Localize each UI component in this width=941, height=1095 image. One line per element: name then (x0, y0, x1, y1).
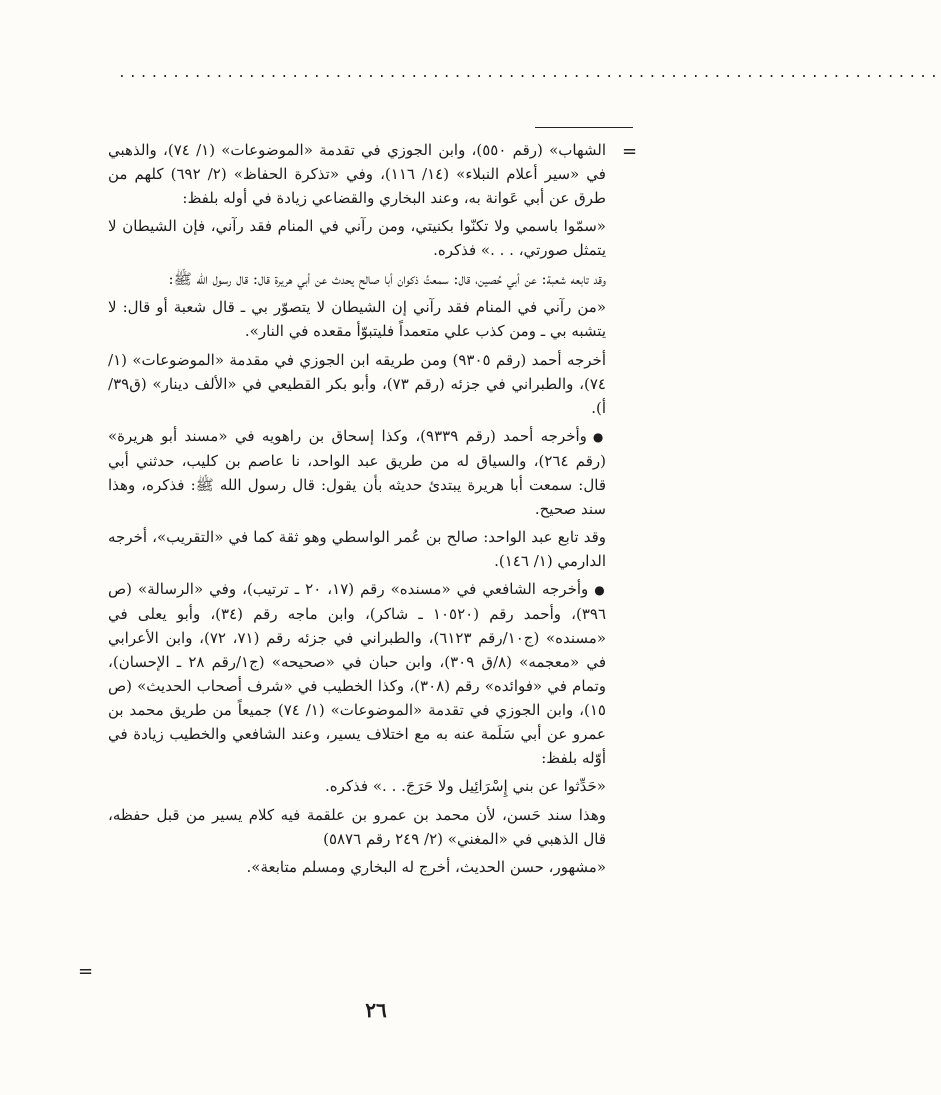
header-dotted-rule: ............................................................................ (118, 66, 941, 81)
footnote-paragraph: وقد تابعه شعبة: عن أبي حُصين، قال: سمعتُ ذكوان أبا صالح يحدث عن أبي هريرة قال: قال رسول الله ﷺ: (168, 270, 606, 288)
page-number: ٢٦ (365, 998, 387, 1022)
footnote-paragraph: وهذا سند حَسن، لأن محمد بن عمرو بن علقمة فيه كلام يسير من قبل حفظه، قال الذهبي في «المغني» (٢/ ٢٤٩ رقم ٥٨٧٦) (108, 806, 606, 848)
hadith-quote: «حَدِّثوا عن بني إِسْرَائِيل ولا حَرَجَ. . .» فذكره. (325, 777, 606, 795)
footnote-separator-rule (535, 127, 633, 128)
footnote-paragraph: وقد تابع عبد الواحد: صالح بن عُمر الواسطي وهو ثقة كما في «التقريب»، أخرجه الدارمي (١/ ١٤٦). (108, 528, 606, 570)
footnote-text-block (108, 138, 606, 884)
footnote-bullet-paragraph: ● وأخرجه أحمد (رقم ٩٣٣٩)، وكذا إسحاق بن راهويه في «مسند أبو هريرة» (رقم ٢٦٤)، والسياق له من طريق عبد الواحد، نا عاصم بن كليب، حدثني أبي قال: سمعت أبا هريرة يبتدئ حديثه بأن يقول: قال رسول الله ﷺ: فذكره، وهذا سند صحيح. (108, 424, 606, 521)
footnote-bullet-paragraph: ● وأخرجه الشافعي في «مسنده» رقم (١٧، ٢٠ ـ ترتيب)، وفي «الرسالة» (ص ٣٩٦)، وأحمد رقم (١٠٥٢٠ ـ شاكر)، وابن ماجه رقم (٣٤)، وأبو يعلى في «مسنده» (ج١٠/رقم ٦١٢٣)، والطبراني في جزئه رقم (٧١، ٧٢)، وابن الأعرابي في «معجمه» (٨/ق ٣٠٩)، وابن حبان في «صحيحه» (ج١/رقم ٢٨ ـ الإحسان)، وتمام في «فوائده» رقم (٣٠٨)، وكذا الخطيب في «شرف أصحاب الحديث» (ص ١٥)، وابن الجوزي في تقدمة «الموضوعات» (١/ ٧٤) جميعاً من طريق محمد بن عمرو عن أبي سَلَمة عنه به مع اختلاف يسير، وعند الشافعي والخطيب زيادة في أوّله بلفظ: (108, 577, 606, 770)
hadith-quote: «من رآني في المنام فقد رآني إن الشيطان لا يتصوّر بي ـ قال شعبة أو قال: لا يتشبه بي ـ ومن كذب علي متعمداً فليتبوّأ مقعده في النار». (108, 298, 606, 340)
continuation-mark-top: = (622, 141, 638, 162)
footnote-paragraph: أخرجه أحمد (رقم ٩٣٠٥) ومن طريقه ابن الجوزي في مقدمة «الموضوعات» (١/ ٧٤)، والطبراني في جزئه (رقم ٧٣)، وأبو بكر القطيعي في «الألف دينار» (ق٣٩/ أ). (108, 351, 606, 417)
footnote-paragraph: الشهاب» (رقم ٥٥٠)، وابن الجوزي في تقدمة «الموضوعات» (١/ ٧٤)، والذهبي في «سير أعلام النبلاء» (١٤/ ١١٦)، وفي «تذكرة الحفاظ» (٢/ ٦٩٢) كلهم من طرق عن أبي عَوانة به، وعند البخاري والقضاعي زيادة في أوله بلفظ: (108, 141, 607, 207)
hadith-quote: «مشهور، حسن الحديث، أخرج له البخاري ومسلم متابعة». (246, 858, 606, 876)
hadith-quote: «سمّوا باسمي ولا تكنّوا بكنيتي، ومن رآني في المنام فقد رآني، فإن الشيطان لا يتمثل صورتي، . . .» فذكره. (108, 217, 606, 259)
continuation-mark-bottom: = (78, 961, 94, 982)
